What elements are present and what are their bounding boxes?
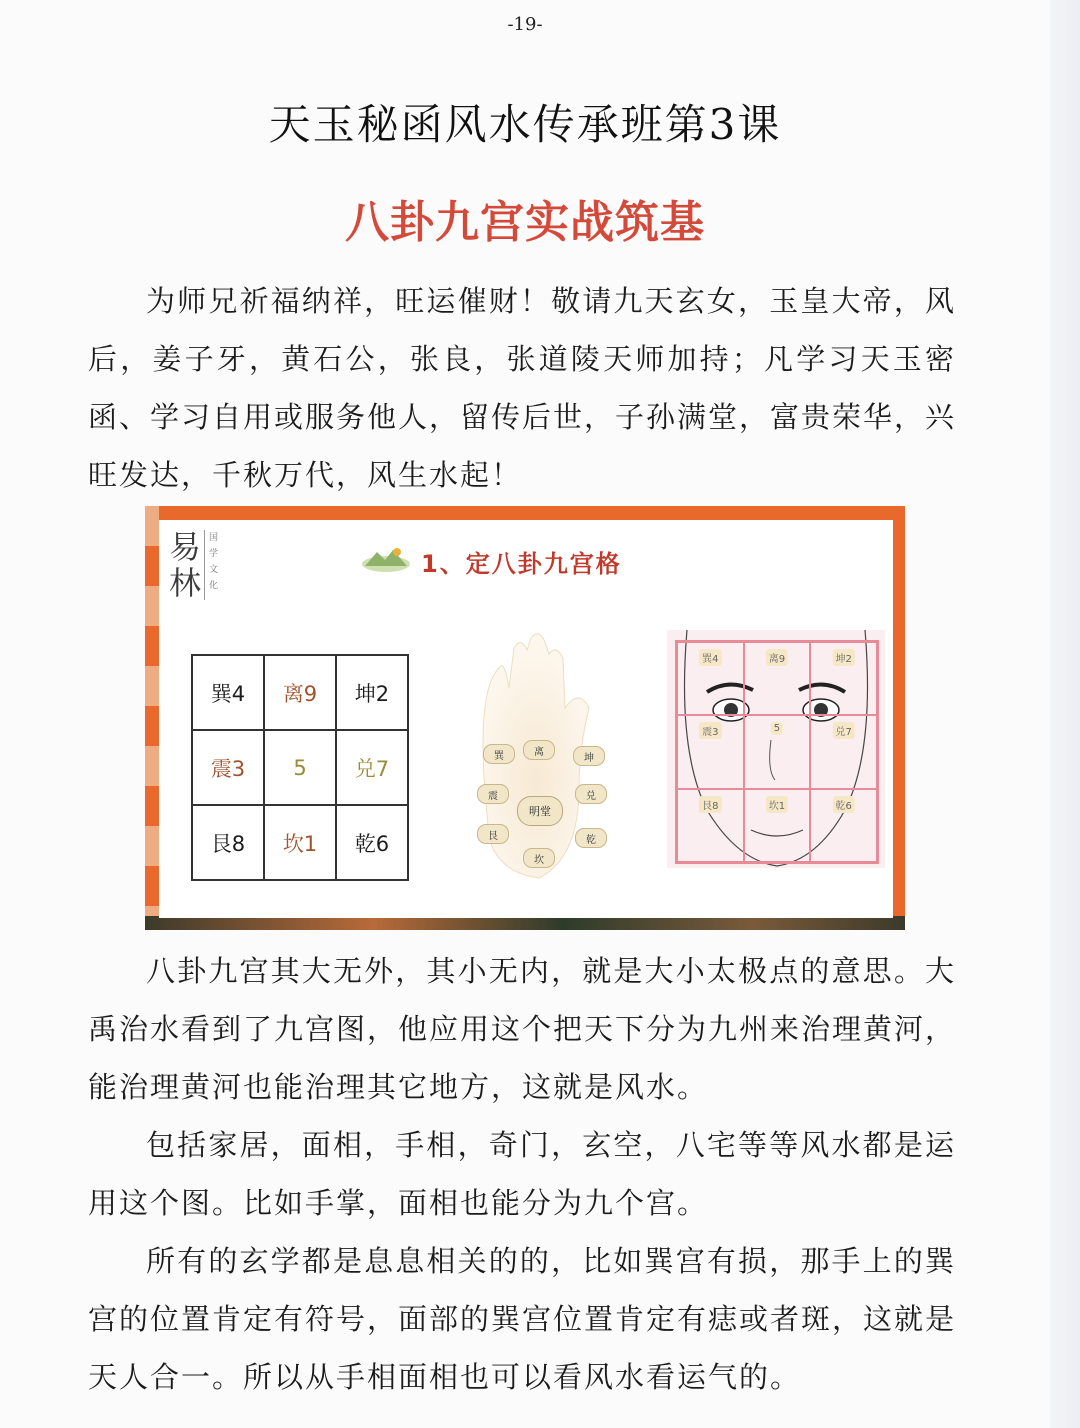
palm-palace-gen: 艮: [477, 824, 509, 844]
face-cell-center: [744, 715, 811, 788]
logo-divider: [204, 530, 205, 600]
mountain-icon: [359, 544, 413, 574]
face-cell-kun: [810, 642, 877, 715]
grid-cell-li: 离9: [264, 655, 336, 730]
face-label-zhen: 震3: [699, 722, 721, 739]
grid-cell-kun: 坤2: [336, 655, 408, 730]
face-label-xun: 巽4: [699, 649, 721, 666]
paragraph-dayu: 八卦九宫其大无外，其小无内，就是大小太极点的意思。大禹治水看到了九宫图，他应用这个把天下分为九州来治理黄河，能治理黄河也能治理其它地方，这就是风水。: [88, 954, 957, 1104]
page-number: -19-: [507, 14, 543, 35]
grid-cell-gen: 艮8: [192, 805, 264, 880]
lesson-subtitle: 八卦九宫实战筑基: [345, 197, 705, 248]
face-label-li: 离9: [766, 649, 788, 666]
logo-char-bottom: 林: [169, 564, 202, 602]
face-cell-xun: [677, 642, 744, 715]
face-diagram: [667, 630, 885, 868]
paragraph-blessing: 为师兄祈福纳祥，旺运催财！敬请九天玄女，玉皇大帝，风后，姜子牙，黄石公，张良，张道陵天师加持；凡学习天玉密函、学习自用或服务他人，留传后世，子孙满堂，富贵荣华，兴旺发达，千秋万代，风生水起！: [88, 284, 957, 492]
palm-diagram: [459, 628, 609, 900]
page-edge-shadow: [1050, 0, 1080, 1428]
palm-palace-xun: 巽: [483, 744, 515, 764]
bagua-figure: [145, 506, 905, 930]
face-cell-gen: [677, 789, 744, 862]
logo-char-top: 易: [169, 528, 202, 566]
face-cell-qian: [810, 789, 877, 862]
palm-palace-li: 离: [523, 740, 555, 760]
palm-palace-dui: 兑: [575, 784, 607, 804]
face-label-center: 5: [771, 722, 783, 735]
face-label-dui: 兑7: [832, 722, 854, 739]
logo-subtitle: 国学文化: [209, 533, 219, 591]
palm-palace-zhen: 震: [477, 784, 509, 804]
face-label-kun: 坤2: [832, 649, 854, 666]
face-cell-kan: [744, 789, 811, 862]
grid-cell-xun: 巽4: [192, 655, 264, 730]
face-cell-zhen: [677, 715, 744, 788]
slide-heading: 1、定八卦九宫格: [421, 550, 622, 578]
face-label-kan: 坎1: [766, 796, 788, 813]
palm-palace-kun: 坤: [573, 746, 605, 766]
palm-palace-kan: 坎: [523, 848, 555, 868]
face-label-qian: 乾6: [832, 796, 854, 813]
grid-cell-kan: 坎1: [264, 805, 336, 880]
paragraph-applications: 包括家居，面相，手相，奇门，玄空，八宅等等风水都是运用这个图。比如手掌，面相也能分为九个宫。: [88, 1128, 956, 1220]
palm-palace-qian: 乾: [575, 828, 607, 848]
figure-decoration: [145, 506, 159, 916]
grid-cell-dui: 兑7: [336, 730, 408, 805]
grid-cell-zhen: 震3: [192, 730, 264, 805]
face-palace-grid: [675, 640, 879, 864]
face-cell-dui: [810, 715, 877, 788]
grid-cell-qian: 乾6: [336, 805, 408, 880]
document-title: 天玉秘函风水传承班第3课: [268, 100, 782, 149]
face-label-gen: 艮8: [699, 796, 721, 813]
palm-center-mingtang: 明堂: [517, 796, 563, 826]
nine-palace-grid: [191, 654, 409, 881]
face-cell-li: [744, 642, 811, 715]
figure-bottom-strip: [145, 916, 905, 930]
slide-panel: [159, 520, 893, 918]
paragraph-unity: 所有的玄学都是息息相关的的，比如巽宫有损，那手上的巽宫的位置肯定有符号，面部的巽宫位置肯定有痣或者斑，这就是天人合一。所以从手相面相也可以看风水看运气的。: [88, 1244, 957, 1394]
grid-cell-center: 5: [264, 730, 336, 805]
